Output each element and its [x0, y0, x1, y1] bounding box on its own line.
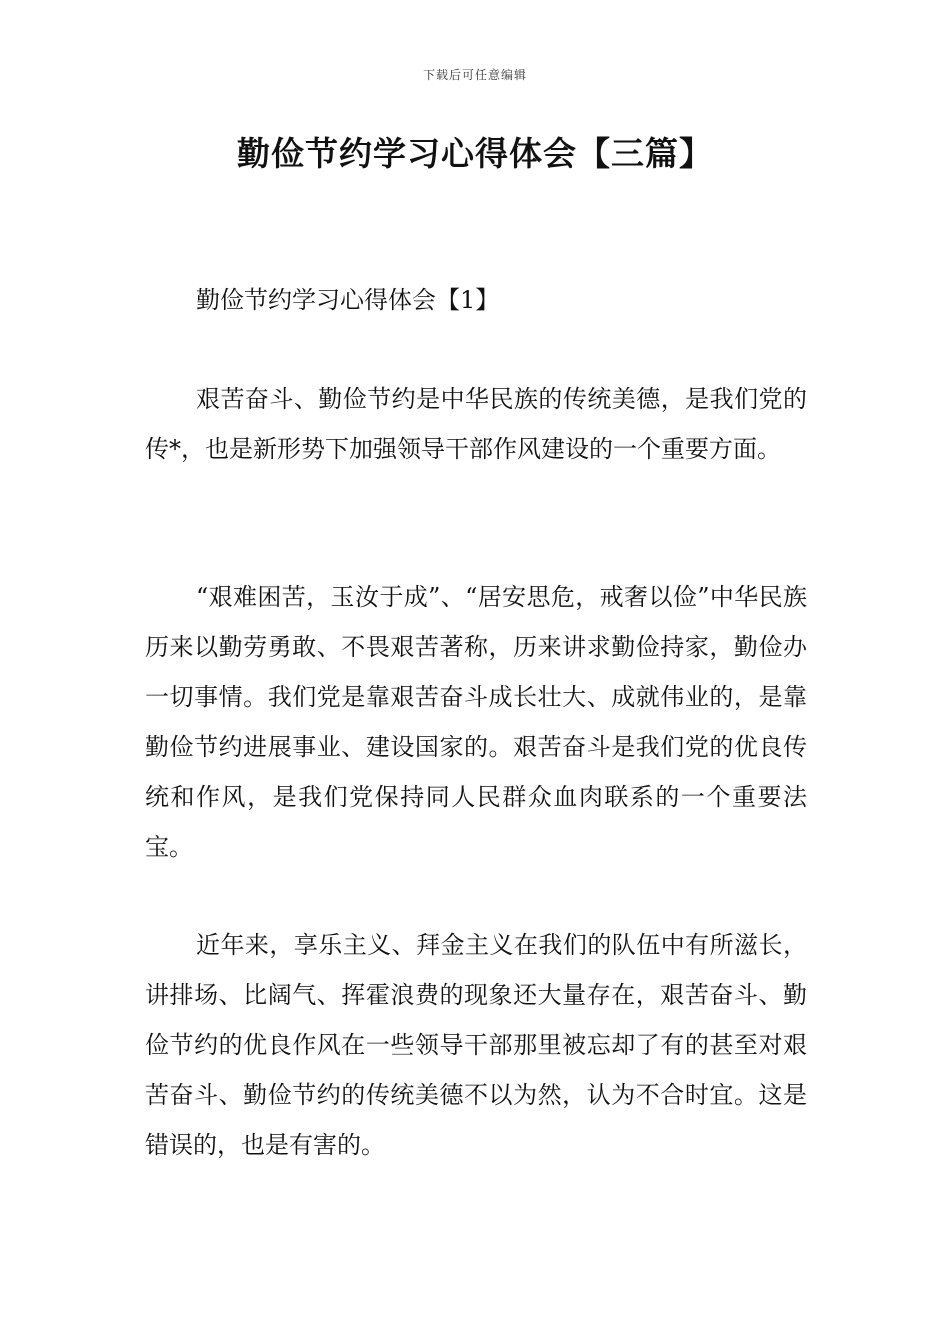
document-title: 勤俭节约学习心得体会【三篇】	[237, 134, 713, 173]
paragraph-2: “艰难困苦，玉汝于成”、“居安思危，戒奢以俭”中华民族历来以勤劳勇敢、不畏艰苦著称，历来讲求勤俭持家，勤俭办一切事情。我们党是靠艰苦奋斗成长壮大、成就伟业的，是靠勤俭节约进展事业、建设国家的。艰苦奋斗是我们党的优良传统和作风，是我们党保持同人民群众血肉联系的一个重要法宝。	[145, 583, 807, 861]
paragraph-3: 近年来，享乐主义、拜金主义在我们的队伍中有所滋长，讲排场、比阔气、挥霍浪费的现象还大量存在，艰苦奋斗、勤俭节约的优良作风在一些领导干部那里被忘却了有的甚至对艰苦奋斗、勤俭节约的传统美德不以为然，认为不合时宜。这是错误的，也是有害的。	[145, 931, 807, 1159]
paragraph-1: 艰苦奋斗、勤俭节约是中华民族的传统美德，是我们党的传*，也是新形势下加强领导干部作风建设的一个重要方面。	[145, 385, 807, 463]
section-heading: 勤俭节约学习心得体会【1】	[196, 286, 500, 314]
page-header-note: 下载后可任意编辑	[422, 68, 527, 82]
